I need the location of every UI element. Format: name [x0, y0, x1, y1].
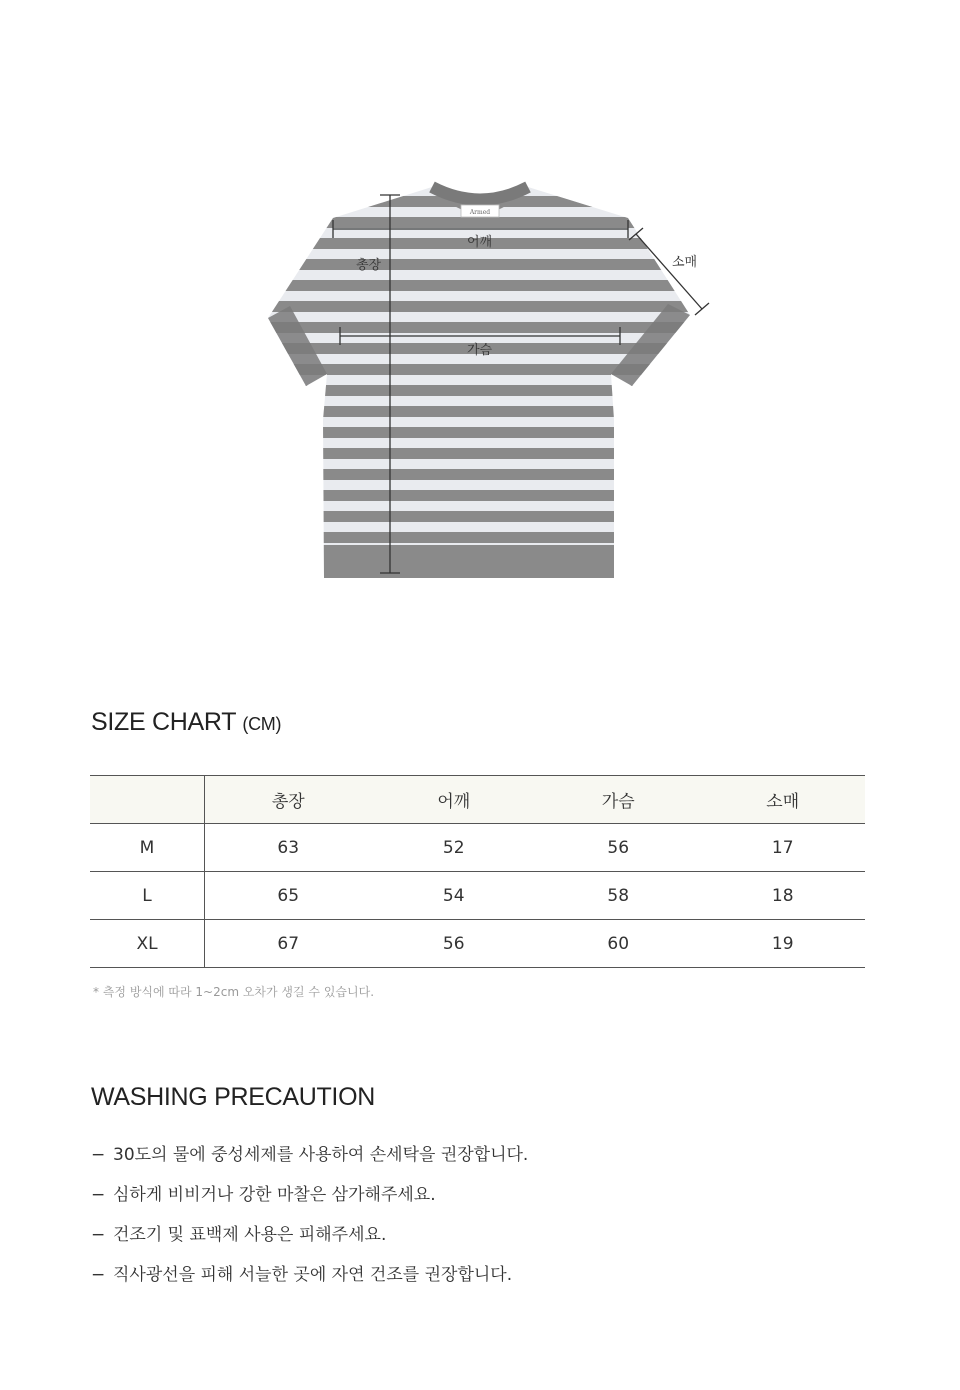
table-cell: 65	[205, 872, 372, 920]
shirt-stripe	[260, 490, 700, 501]
header-cell-sleeve: 소매	[700, 776, 865, 824]
measurement-note: * 측정 방식에 따라 1~2cm 오차가 생길 수 있습니다.	[93, 985, 375, 999]
table-cell: 60	[536, 920, 700, 968]
size-chart-title	[91, 708, 281, 737]
chest-label: 가슴	[467, 343, 493, 358]
size-label-cell: L	[90, 872, 205, 920]
header-cell-chest: 가슴	[536, 776, 700, 824]
shirt-stripe	[260, 322, 700, 333]
table-cell: 54	[372, 872, 536, 920]
size-chart-header-row	[90, 776, 865, 824]
header-cell-blank	[90, 776, 205, 824]
list-item	[91, 1222, 528, 1262]
table-cell: 19	[700, 920, 865, 968]
size-label-cell: M	[90, 824, 205, 872]
table-cell: 18	[700, 872, 865, 920]
washing-item-text: 심하게 비비거나 강한 마찰은 삼가해주세요.	[113, 1185, 436, 1205]
table-cell: 17	[700, 824, 865, 872]
dash-bullet: −	[91, 1265, 106, 1285]
table-cell: 63	[205, 824, 372, 872]
shirt-stripe	[260, 406, 700, 417]
table-cell: 58	[536, 872, 700, 920]
shirt-stripe	[260, 427, 700, 438]
sleeve-label: 소매	[672, 255, 698, 270]
shirt-stripe	[260, 469, 700, 480]
size-chart-table	[90, 775, 865, 968]
dash-bullet: −	[91, 1225, 106, 1245]
table-cell: 67	[205, 920, 372, 968]
table-row	[90, 824, 865, 872]
header-cell-length: 총장	[205, 776, 372, 824]
shirt-stripe	[260, 301, 700, 312]
length-label: 총장	[356, 258, 382, 273]
washing-list	[91, 1142, 528, 1302]
dash-bullet: −	[91, 1185, 106, 1205]
shirt-stripe	[260, 448, 700, 459]
size-chart-unit: (CM)	[242, 714, 282, 734]
size-chart-title-text: SIZE CHART	[91, 708, 236, 736]
table-cell: 56	[372, 920, 536, 968]
washing-item-text: 직사광선을 피해 서늘한 곳에 자연 건조를 권장합니다.	[113, 1265, 513, 1285]
list-item	[91, 1262, 528, 1302]
hem-rib	[320, 545, 620, 585]
shirt-stripe	[260, 217, 700, 228]
tshirt-illustration	[0, 0, 960, 660]
washing-item-text: 30도의 물에 중성세제를 사용하여 손세탁을 권장합니다.	[113, 1145, 529, 1165]
table-cell: 56	[536, 824, 700, 872]
shirt-stripe	[260, 385, 700, 396]
garment-measurement-diagram	[0, 0, 960, 660]
header-cell-shoulder: 어깨	[372, 776, 536, 824]
shirt-stripe	[260, 532, 700, 543]
dash-bullet: −	[91, 1145, 106, 1165]
collar-rib	[432, 187, 528, 200]
shirt-stripe	[260, 280, 700, 291]
list-item	[91, 1142, 528, 1182]
washing-item-text: 건조기 및 표백제 사용은 피해주세요.	[113, 1225, 387, 1245]
neck-label-text: Armed	[469, 209, 491, 216]
table-row	[90, 872, 865, 920]
table-row	[90, 920, 865, 968]
washing-title: WASHING PRECAUTION	[91, 1083, 375, 1111]
list-item	[91, 1182, 528, 1222]
size-label-cell: XL	[90, 920, 205, 968]
shirt-stripe	[260, 511, 700, 522]
shirt-stripe	[260, 258, 700, 273]
shoulder-label: 어깨	[467, 235, 493, 250]
table-cell: 52	[372, 824, 536, 872]
